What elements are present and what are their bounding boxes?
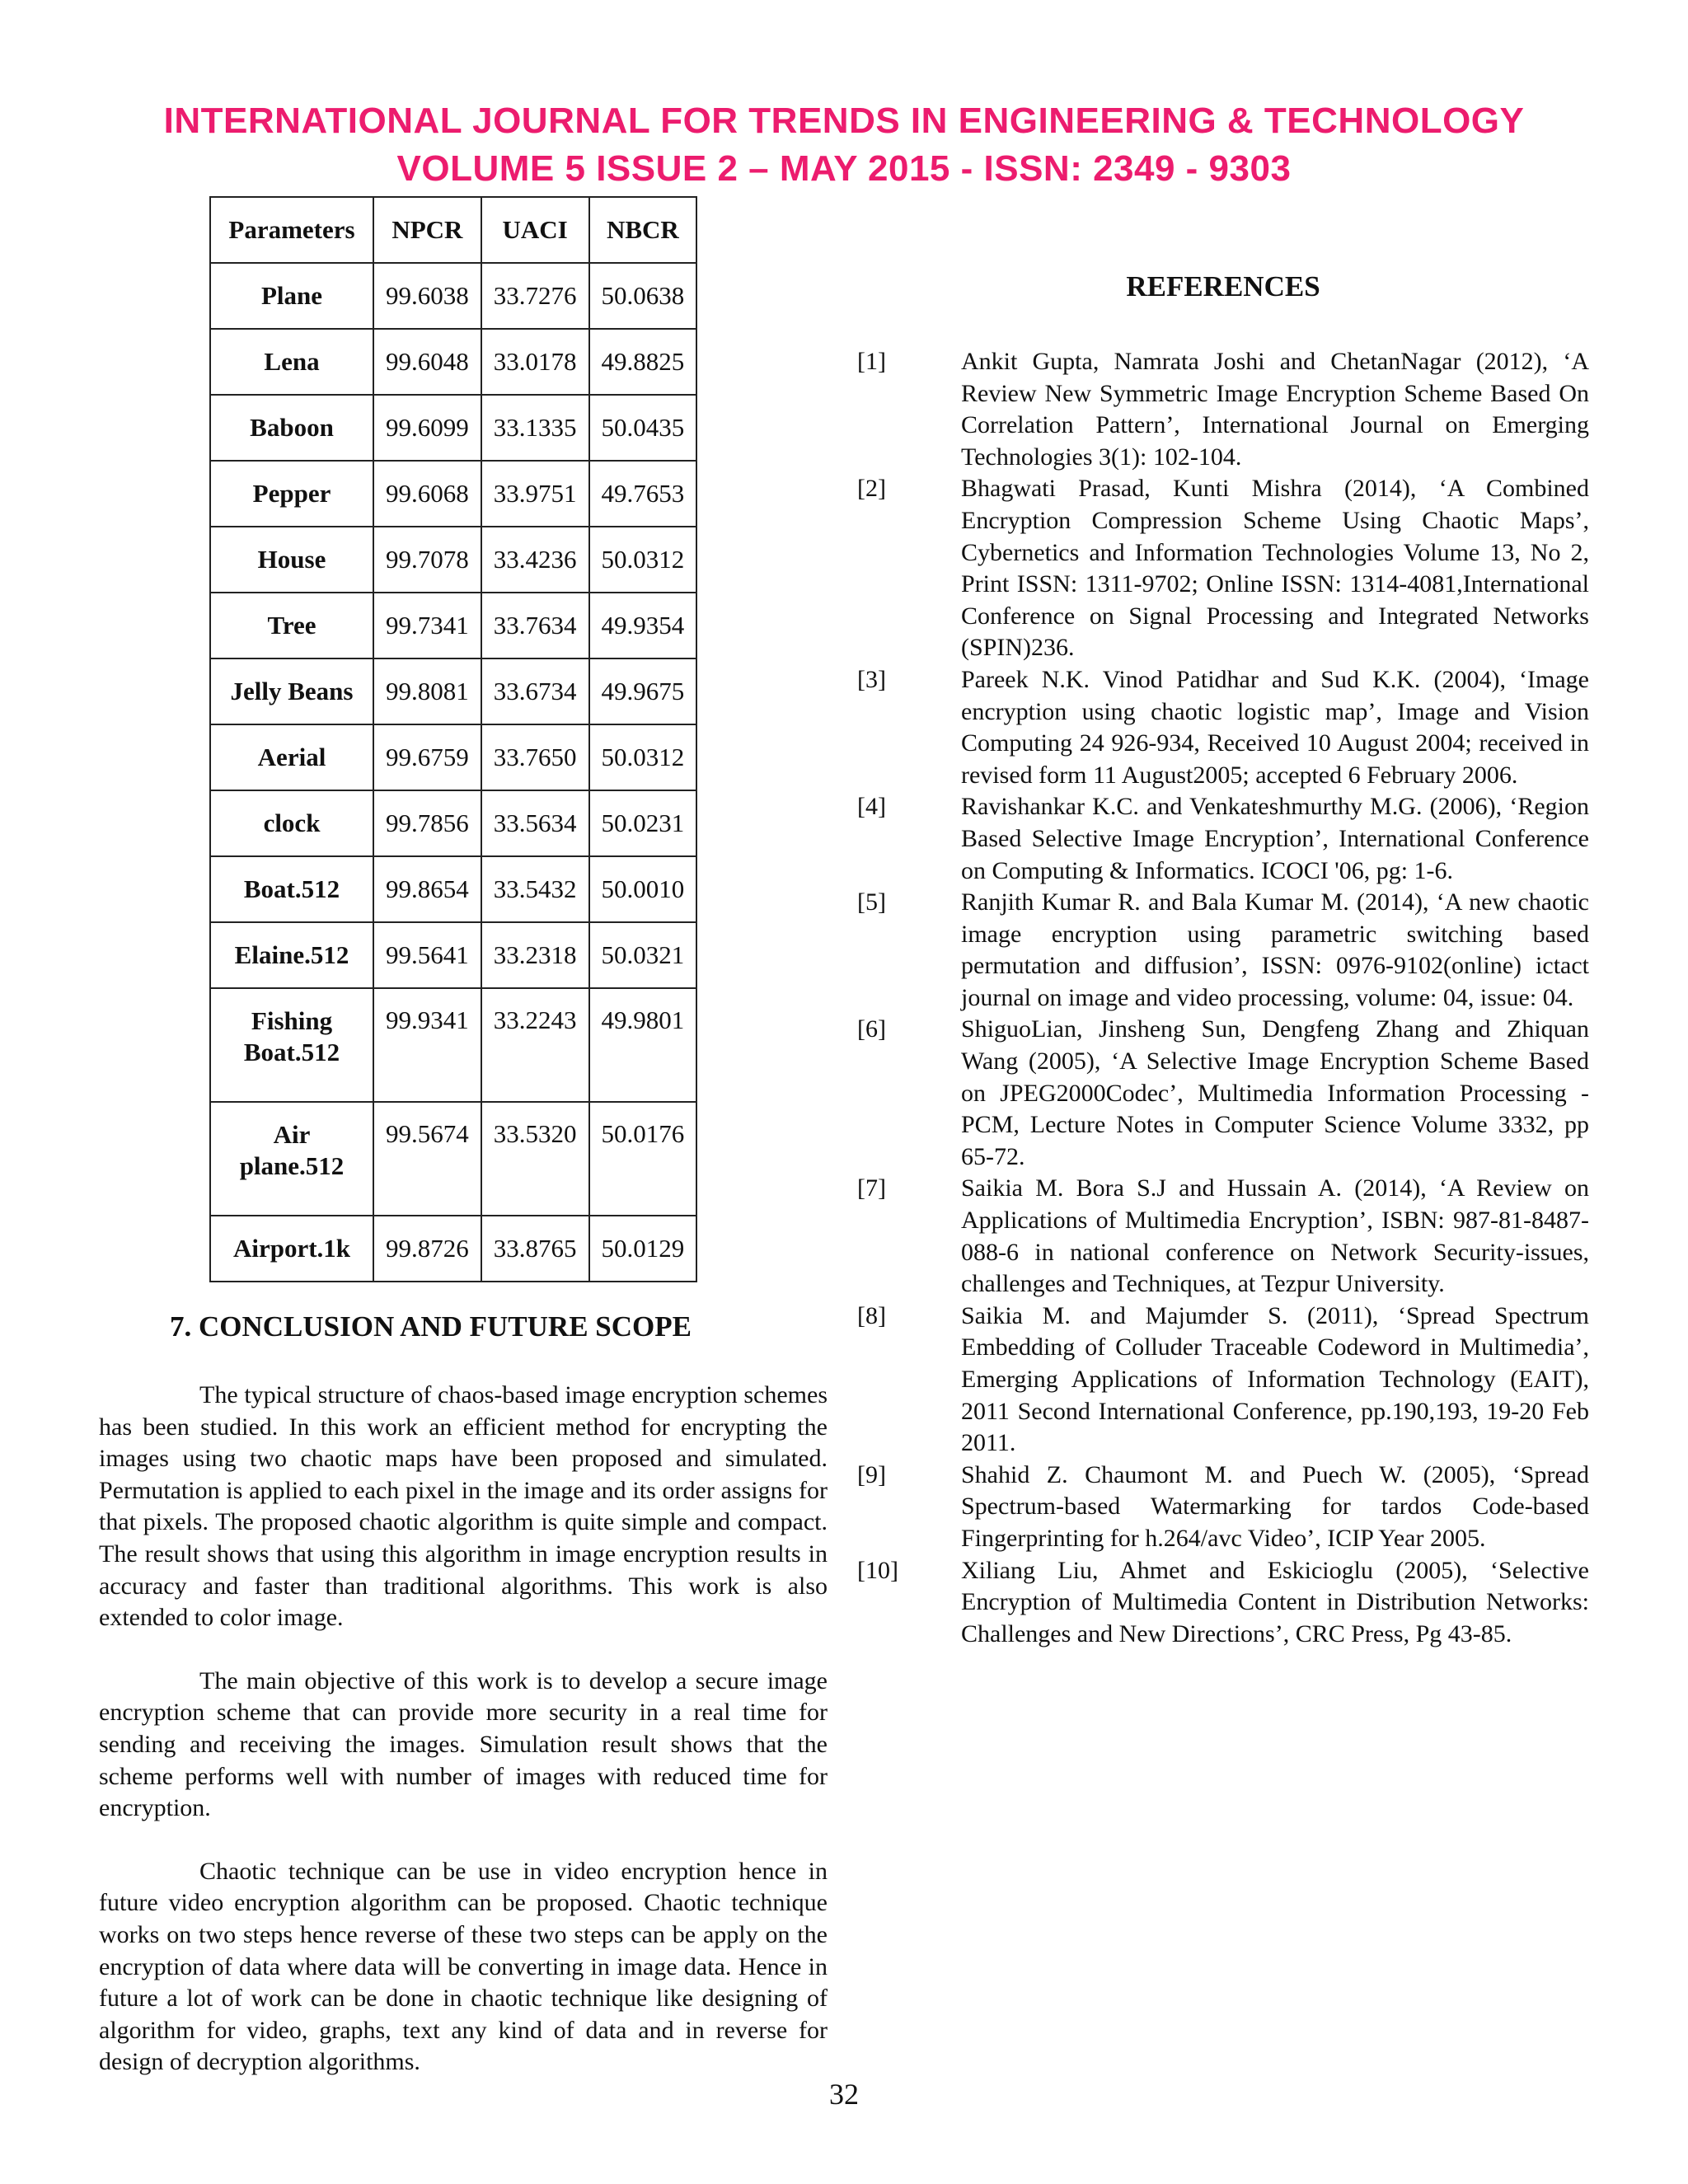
reference-number: [1]: [857, 348, 886, 375]
uaci-value: 33.6734: [481, 658, 589, 724]
row-name: Fishing Boat.512: [210, 988, 373, 1102]
npcr-value: 99.7856: [373, 790, 481, 856]
references-heading: REFERENCES: [1126, 270, 1320, 302]
reference-number: [2]: [857, 475, 886, 503]
conclusion-section: [99, 1310, 828, 2110]
reference-text: Shahid Z. Chaumont M. and Puech W. (2005), ‘Spread Spectrum-based Watermarking for tardos Code-based Fingerprinting for h.264/avc Video’, ICIP Year 2005.: [961, 1460, 1589, 1552]
table-row: [210, 1216, 696, 1282]
reference-item: [857, 1460, 1589, 1555]
uaci-value: 33.5432: [481, 856, 589, 922]
reference-number: [6]: [857, 1015, 886, 1043]
npcr-value: 99.9341: [373, 988, 481, 1102]
reference-number: [4]: [857, 793, 886, 821]
uaci-value: 33.8765: [481, 1216, 589, 1282]
reference-text: Bhagwati Prasad, Kunti Mishra (2014), ‘A Combined Encryption Compression Scheme Using Chaotic Maps’, Cybernetics and Information Technologies Volume 13, No 2, Print ISSN: 1311-9702; Online ISSN: 1314-4081,International Conference on Signal Processing and Integrated Networks (SPIN)236.: [961, 475, 1589, 662]
row-name: clock: [210, 790, 373, 856]
section-heading: 7. CONCLUSION AND FUTURE SCOPE: [170, 1310, 692, 1343]
conclusion-paragraph: Chaotic technique can be use in video encryption hence in future video encryption algorithm can be proposed. Chaotic technique works on two steps hence reverse of these two steps can be apply on the encryption of data where data will be converting in image data. Hence in future a lot of work can be done in chaotic technique like designing of algorithm for video, graphs, text any kind of data and in reverse for design of decryption algorithms.: [99, 1857, 828, 2076]
nbcr-value: 50.0010: [589, 856, 697, 922]
reference-text: Ankit Gupta, Namrata Joshi and ChetanNagar (2012), ‘A Review New Symmetric Image Encryption Scheme Based On Correlation Pattern’, International Journal on Emerging Technologies 3(1): 102-104.: [961, 348, 1589, 471]
conclusion-paragraph: The main objective of this work is to develop a secure image encryption scheme that can provide more security in a real time for sending and receiving the images. Simulation result shows that the scheme performs well with number of images with reduced time for encryption.: [99, 1666, 828, 1822]
npcr-value: 99.8654: [373, 856, 481, 922]
reference-item: [857, 664, 1589, 791]
reference-number: [8]: [857, 1301, 886, 1329]
npcr-value: 99.7341: [373, 593, 481, 658]
row-name: Plane: [210, 263, 373, 329]
reference-item: [857, 1173, 1589, 1300]
header-npcr: NPCR: [373, 197, 481, 263]
uaci-value: 33.0178: [481, 329, 589, 395]
reference-number: [7]: [857, 1174, 886, 1202]
reference-item: [857, 1555, 1589, 1651]
header-uaci: UACI: [481, 197, 589, 263]
table-row: [210, 658, 696, 724]
npcr-value: 99.5641: [373, 922, 481, 988]
row-name: Jelly Beans: [210, 658, 373, 724]
nbcr-value: 49.9354: [589, 593, 697, 658]
npcr-value: 99.8726: [373, 1216, 481, 1282]
uaci-value: 33.7276: [481, 263, 589, 329]
reference-number: [10]: [857, 1556, 898, 1584]
header-parameters: Parameters: [210, 197, 373, 263]
reference-number: [9]: [857, 1460, 886, 1488]
reference-text: Saikia M. Bora S.J and Hussain A. (2014), ‘A Review on Applications of Multimedia Encryption’, ISBN: 987-81-8487-088-6 in national conference on Network Security-issues, challenges and Techniques, at Tezpur University.: [961, 1174, 1589, 1298]
table-row: [210, 395, 696, 461]
uaci-value: 33.7634: [481, 593, 589, 658]
npcr-value: 99.6099: [373, 395, 481, 461]
conclusion-paragraph: The typical structure of chaos-based image encryption schemes has been studied. In this work an efficient method for encrypting the images using two chaotic maps have been proposed and simulated. Permutation is applied to each pixel in the image and its order assigns for that pixels. The proposed chaotic algorithm is quite simple and compact. The result shows that using this algorithm in image encryption results in accuracy and faster than traditional algorithms. This work is also extended to color image.: [99, 1381, 828, 1632]
row-name: Tree: [210, 593, 373, 658]
nbcr-value: 49.9801: [589, 988, 697, 1102]
table-row: [210, 790, 696, 856]
row-name: Baboon: [210, 395, 373, 461]
reference-item: [857, 1301, 1589, 1460]
journal-title: INTERNATIONAL JOURNAL FOR TRENDS IN ENGINEERING & TECHNOLOGY: [163, 101, 1525, 141]
nbcr-value: 50.0312: [589, 724, 697, 790]
table-row: [210, 329, 696, 395]
uaci-value: 33.5634: [481, 790, 589, 856]
reference-text: Pareek N.K. Vinod Patidhar and Sud K.K. (2004), ‘Image encryption using chaotic logistic map’, Image and Vision Computing 24 926-934, Received 10 August 2004; received in revised form 11 August2005; accepted 6 February 2006.: [961, 665, 1589, 789]
reference-item: [857, 887, 1589, 1014]
row-name: Boat.512: [210, 856, 373, 922]
header-nbcr: NBCR: [589, 197, 697, 263]
npcr-value: 99.5674: [373, 1102, 481, 1216]
table-row: [210, 593, 696, 658]
table-header-row: [210, 197, 696, 263]
npcr-value: 99.8081: [373, 658, 481, 724]
npcr-value: 99.6048: [373, 329, 481, 395]
uaci-value: 33.1335: [481, 395, 589, 461]
reference-number: [3]: [857, 665, 886, 693]
uaci-value: 33.5320: [481, 1102, 589, 1216]
table-row: [210, 461, 696, 527]
table-row: [210, 1102, 696, 1216]
uaci-value: 33.2318: [481, 922, 589, 988]
reference-item: [857, 791, 1589, 887]
table-row: [210, 988, 696, 1102]
reference-text: Ravishankar K.C. and Venkateshmurthy M.G. (2006), ‘Region Based Selective Image Encryption’, International Conference on Computing & Informatics. ICOCI '06, pg: 1-6.: [961, 793, 1589, 884]
uaci-value: 33.2243: [481, 988, 589, 1102]
reference-item: [857, 346, 1589, 473]
nbcr-value: 50.0129: [589, 1216, 697, 1282]
nbcr-value: 50.0176: [589, 1102, 697, 1216]
reference-number: [5]: [857, 888, 886, 916]
nbcr-value: 50.0638: [589, 263, 697, 329]
row-name: Aerial: [210, 724, 373, 790]
reference-text: Xiliang Liu, Ahmet and Eskicioglu (2005), ‘Selective Encryption of Multimedia Content in Distribution Networks: Challenges and New Directions’, CRC Press, Pg 43-85.: [961, 1556, 1589, 1647]
row-name: Air plane.512: [210, 1102, 373, 1216]
nbcr-value: 50.0321: [589, 922, 697, 988]
row-name: Elaine.512: [210, 922, 373, 988]
npcr-value: 99.6068: [373, 461, 481, 527]
npcr-value: 99.6038: [373, 263, 481, 329]
reference-text: Ranjith Kumar R. and Bala Kumar M. (2014), ‘A new chaotic image encryption using parametric switching based permutation and diffusion’, ISSN: 0976-9102(online) ictact journal on image and video processing, volume: 04, issue: 04.: [961, 888, 1589, 1011]
nbcr-value: 50.0312: [589, 527, 697, 593]
journal-header: [0, 97, 1688, 193]
row-name: Pepper: [210, 461, 373, 527]
row-name: Airport.1k: [210, 1216, 373, 1282]
page-number: 32: [829, 2078, 859, 2111]
table-row: [210, 922, 696, 988]
npcr-value: 99.6759: [373, 724, 481, 790]
npcr-value: 99.7078: [373, 527, 481, 593]
table-row: [210, 724, 696, 790]
uaci-value: 33.4236: [481, 527, 589, 593]
uaci-value: 33.7650: [481, 724, 589, 790]
row-name: House: [210, 527, 373, 593]
nbcr-value: 50.0231: [589, 790, 697, 856]
reference-text: Saikia M. and Majumder S. (2011), ‘Spread Spectrum Embedding of Colluder Traceable Codeword in Multimedia’, Emerging Applications of Information Technology (EAIT), 2011 Second International Conference, pp.190,193, 19-20 Feb 2011.: [961, 1301, 1589, 1457]
results-table: [209, 196, 697, 1282]
reference-item: [857, 1014, 1589, 1173]
nbcr-value: 50.0435: [589, 395, 697, 461]
table-row: [210, 527, 696, 593]
reference-item: [857, 473, 1589, 664]
nbcr-value: 49.8825: [589, 329, 697, 395]
journal-volume-issn: VOLUME 5 ISSUE 2 – MAY 2015 - ISSN: 2349 - 9303: [396, 148, 1292, 189]
uaci-value: 33.9751: [481, 461, 589, 527]
table-row: [210, 263, 696, 329]
nbcr-value: 49.7653: [589, 461, 697, 527]
nbcr-value: 49.9675: [589, 658, 697, 724]
reference-text: ShiguoLian, Jinsheng Sun, Dengfeng Zhang and Zhiquan Wang (2005), ‘A Selective Image Encryption Scheme Based on JPEG2000Codec’, Multimedia Information Processing - PCM, Lecture Notes in Computer Science Volume 3332, pp 65-72.: [961, 1015, 1589, 1170]
references-section: [857, 270, 1589, 1650]
row-name: Lena: [210, 329, 373, 395]
table-row: [210, 856, 696, 922]
